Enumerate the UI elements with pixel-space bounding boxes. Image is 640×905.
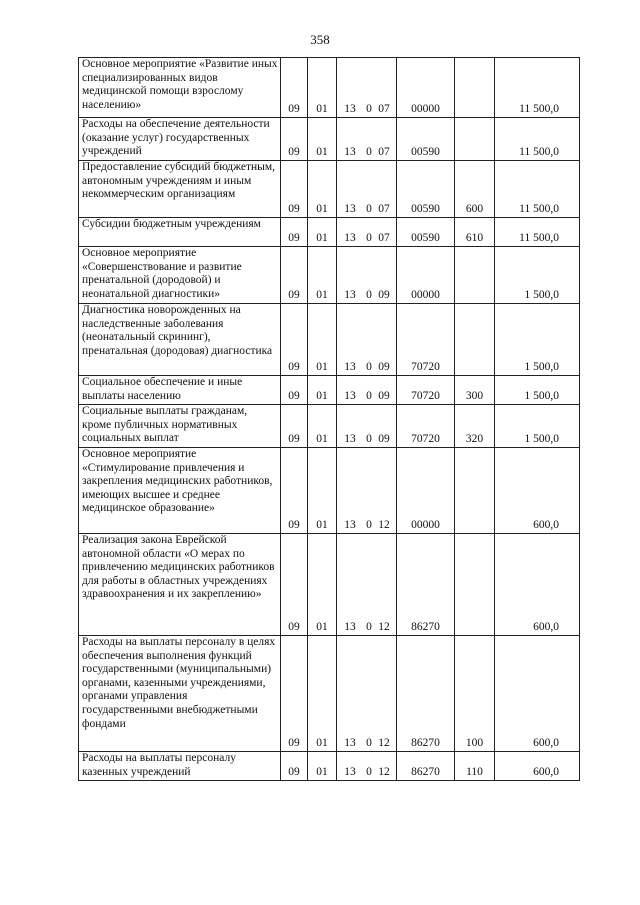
section-cell: 09 <box>281 376 308 405</box>
section-cell: 09 <box>281 448 308 534</box>
amount-cell: 1 500,0 <box>495 304 580 376</box>
program-code-part: 09 <box>378 361 390 374</box>
section-cell: 09 <box>281 752 308 781</box>
program-code-cell <box>337 247 397 304</box>
amount-cell: 1 500,0 <box>495 247 580 304</box>
direction-code-cell: 86270 <box>397 636 455 752</box>
subsection-cell: 01 <box>308 247 337 304</box>
row-name-cell: Предоставление субсидий бюджетным, автономным учреждениям и иным некоммерческим организациям <box>79 161 281 218</box>
program-code-cell <box>337 636 397 752</box>
expense-type-cell <box>455 448 495 534</box>
program-code-part: 13 <box>344 737 356 750</box>
program-code-part: 12 <box>378 519 390 532</box>
subsection-cell: 01 <box>308 304 337 376</box>
page-number: 358 <box>310 32 330 47</box>
program-code-part: 0 <box>366 519 372 532</box>
program-code-part: 09 <box>378 390 390 403</box>
program-code-part: 13 <box>344 203 356 216</box>
program-code-cell <box>337 405 397 448</box>
table-row <box>79 448 580 534</box>
table-row <box>79 218 580 247</box>
section-cell: 09 <box>281 161 308 218</box>
expense-type-cell: 300 <box>455 376 495 405</box>
row-name-cell: Социальные выплаты гражданам, кроме публичных нормативных социальных выплат <box>79 405 281 448</box>
direction-code-cell: 00590 <box>397 118 455 161</box>
subsection-cell: 01 <box>308 218 337 247</box>
subsection-cell: 01 <box>308 448 337 534</box>
table-row <box>79 405 580 448</box>
amount-cell: 11 500,0 <box>495 58 580 118</box>
program-code-part: 07 <box>378 103 390 116</box>
program-code-part: 13 <box>344 621 356 634</box>
expense-type-cell: 110 <box>455 752 495 781</box>
program-code-cell <box>337 118 397 161</box>
program-code-part: 13 <box>344 766 356 779</box>
table-row <box>79 376 580 405</box>
amount-cell: 600,0 <box>495 636 580 752</box>
program-code-part: 09 <box>378 289 390 302</box>
expense-type-cell <box>455 534 495 636</box>
table-row <box>79 247 580 304</box>
amount-cell: 600,0 <box>495 534 580 636</box>
subsection-cell: 01 <box>308 752 337 781</box>
row-name-cell: Социальное обеспечение и иные выплаты населению <box>79 376 281 405</box>
expense-type-cell: 320 <box>455 405 495 448</box>
program-code-part: 0 <box>366 737 372 750</box>
program-code-cell <box>337 218 397 247</box>
section-cell: 09 <box>281 636 308 752</box>
program-code-part: 07 <box>378 232 390 245</box>
program-code-part: 0 <box>366 203 372 216</box>
row-name-cell: Основное мероприятие «Развитие иных специализированных видов медицинской помощи взрослому населению» <box>79 58 281 118</box>
expense-type-cell <box>455 247 495 304</box>
amount-cell: 1 500,0 <box>495 405 580 448</box>
amount-cell: 600,0 <box>495 752 580 781</box>
row-name-cell: Основное мероприятие «Стимулирование привлечения и закрепления медицинских работников, имеющих высшее и среднее медицинское образование» <box>79 448 281 534</box>
amount-cell: 600,0 <box>495 448 580 534</box>
program-code-part: 0 <box>366 103 372 116</box>
subsection-cell: 01 <box>308 405 337 448</box>
program-code-cell <box>337 304 397 376</box>
program-code-part: 0 <box>366 146 372 159</box>
table-row <box>79 304 580 376</box>
program-code-part: 12 <box>378 621 390 634</box>
section-cell: 09 <box>281 218 308 247</box>
amount-cell: 11 500,0 <box>495 118 580 161</box>
program-code-cell <box>337 161 397 218</box>
program-code-part: 0 <box>366 361 372 374</box>
subsection-cell: 01 <box>308 636 337 752</box>
program-code-part: 13 <box>344 146 356 159</box>
program-code-part: 13 <box>344 289 356 302</box>
program-code-part: 0 <box>366 289 372 302</box>
program-code-part: 0 <box>366 433 372 446</box>
program-code-part: 13 <box>344 103 356 116</box>
program-code-part: 0 <box>366 390 372 403</box>
row-name-cell: Расходы на выплаты персоналу в целях обеспечения выполнения функций государственными (муниципальными) органами, казенными учреждениями, органами управления государственными внебюджетными фондами <box>79 636 281 752</box>
program-code-part: 07 <box>378 203 390 216</box>
subsection-cell: 01 <box>308 58 337 118</box>
program-code-part: 0 <box>366 766 372 779</box>
row-name-cell: Основное мероприятие «Совершенствование и развитие пренатальной (дородовой) и неонатальной диагностики» <box>79 247 281 304</box>
section-cell: 09 <box>281 118 308 161</box>
subsection-cell: 01 <box>308 376 337 405</box>
expense-type-cell <box>455 58 495 118</box>
budget-table <box>78 57 580 781</box>
program-code-part: 12 <box>378 737 390 750</box>
row-name-cell: Расходы на выплаты персоналу казенных учреждений <box>79 752 281 781</box>
direction-code-cell: 86270 <box>397 752 455 781</box>
expense-type-cell <box>455 304 495 376</box>
program-code-cell <box>337 58 397 118</box>
row-name-cell: Диагностика новорожденных на наследственные заболевания (неонатальный скрининг), пренатальная (дородовая) диагностика <box>79 304 281 376</box>
direction-code-cell: 70720 <box>397 304 455 376</box>
table-row <box>79 161 580 218</box>
program-code-part: 09 <box>378 433 390 446</box>
table-row <box>79 636 580 752</box>
direction-code-cell: 00590 <box>397 161 455 218</box>
program-code-cell <box>337 534 397 636</box>
table-row <box>79 118 580 161</box>
direction-code-cell: 00000 <box>397 247 455 304</box>
program-code-part: 13 <box>344 232 356 245</box>
expense-type-cell: 600 <box>455 161 495 218</box>
row-name-cell: Субсидии бюджетным учреждениям <box>79 218 281 247</box>
program-code-part: 13 <box>344 390 356 403</box>
direction-code-cell: 70720 <box>397 405 455 448</box>
direction-code-cell: 00000 <box>397 58 455 118</box>
amount-cell: 11 500,0 <box>495 218 580 247</box>
section-cell: 09 <box>281 534 308 636</box>
expense-type-cell: 100 <box>455 636 495 752</box>
program-code-cell <box>337 752 397 781</box>
amount-cell: 1 500,0 <box>495 376 580 405</box>
subsection-cell: 01 <box>308 118 337 161</box>
program-code-part: 13 <box>344 361 356 374</box>
subsection-cell: 01 <box>308 161 337 218</box>
direction-code-cell: 70720 <box>397 376 455 405</box>
row-name-cell: Расходы на обеспечение деятельности (оказание услуг) государственных учреждений <box>79 118 281 161</box>
row-name-cell: Реализация закона Еврейской автономной области «О мерах по привлечению медицинских работников для работы в областных учреждениях здравоохранения и их закреплению» <box>79 534 281 636</box>
program-code-cell <box>337 376 397 405</box>
program-code-part: 07 <box>378 146 390 159</box>
program-code-cell <box>337 448 397 534</box>
program-code-part: 13 <box>344 519 356 532</box>
section-cell: 09 <box>281 405 308 448</box>
expense-type-cell: 610 <box>455 218 495 247</box>
expense-type-cell <box>455 118 495 161</box>
amount-cell: 11 500,0 <box>495 161 580 218</box>
program-code-part: 13 <box>344 433 356 446</box>
table-row <box>79 752 580 781</box>
direction-code-cell: 86270 <box>397 534 455 636</box>
program-code-part: 0 <box>366 232 372 245</box>
program-code-part: 0 <box>366 621 372 634</box>
table-row <box>79 58 580 118</box>
program-code-part: 12 <box>378 766 390 779</box>
direction-code-cell: 00000 <box>397 448 455 534</box>
section-cell: 09 <box>281 58 308 118</box>
direction-code-cell: 00590 <box>397 218 455 247</box>
table-row <box>79 534 580 636</box>
section-cell: 09 <box>281 247 308 304</box>
section-cell: 09 <box>281 304 308 376</box>
subsection-cell: 01 <box>308 534 337 636</box>
